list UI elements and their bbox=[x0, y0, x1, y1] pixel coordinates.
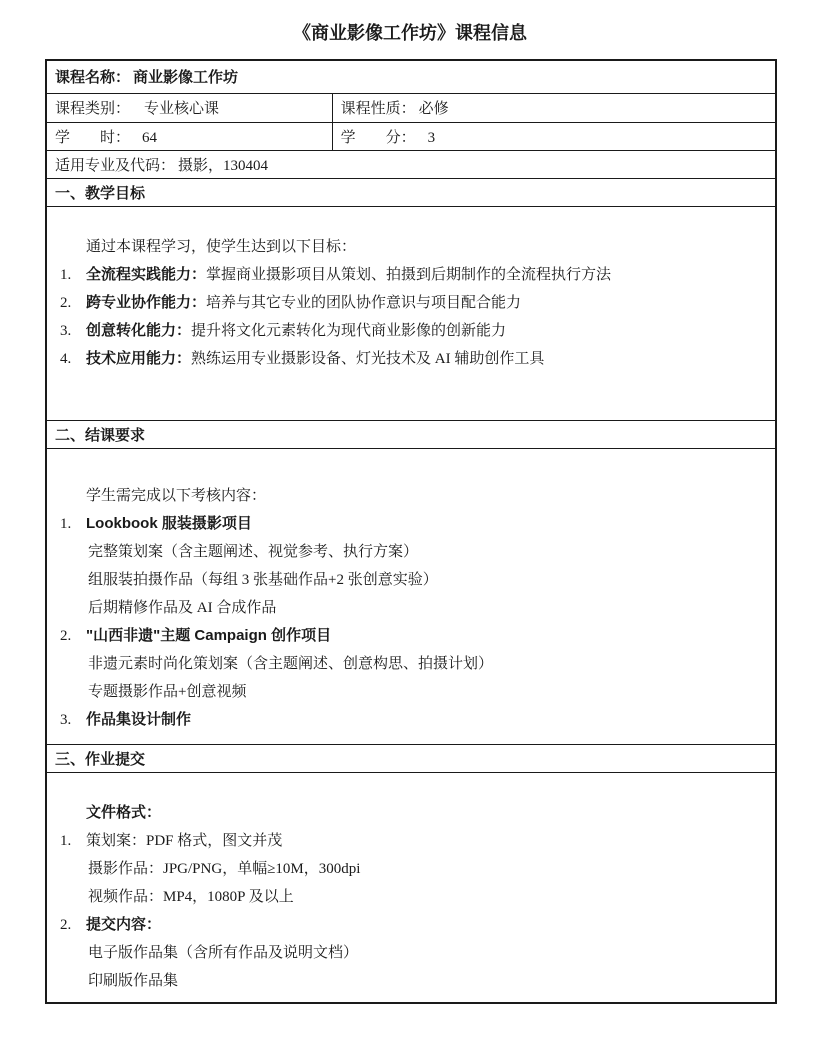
requirement-subitem: 完整策划案（含主题阐述、视觉参考、执行方案） bbox=[88, 543, 419, 560]
submission-lead: 策划案：PDF 格式，图文并茂 bbox=[86, 832, 283, 849]
section3-intro: 文件格式： bbox=[86, 803, 162, 821]
course-nature-value: 必修 bbox=[418, 101, 449, 117]
section1-content bbox=[46, 206, 776, 420]
objective-desc: 培养与其它专业的团队协作意识与项目配合能力 bbox=[206, 294, 522, 311]
objective-term: 创意转化能力： bbox=[86, 321, 192, 339]
objective-item bbox=[55, 261, 765, 289]
course-hours-label: 学 时： bbox=[55, 129, 131, 146]
item-text bbox=[86, 261, 765, 289]
section3-content bbox=[46, 772, 776, 1003]
requirement-item bbox=[55, 510, 765, 538]
course-name-value: 商业影像工作坊 bbox=[133, 69, 239, 87]
course-hours-value: 64 bbox=[142, 129, 158, 146]
course-info-table bbox=[45, 59, 777, 1004]
row-section3-content bbox=[46, 772, 776, 1003]
objective-item bbox=[55, 345, 765, 373]
section2-heading: 二、结课要求 bbox=[46, 420, 776, 448]
row-section1-content bbox=[46, 206, 776, 420]
item-number: 2. bbox=[60, 916, 72, 933]
objective-term: 全流程实践能力： bbox=[86, 265, 207, 283]
objective-term: 技术应用能力： bbox=[86, 349, 192, 367]
item-number: 1. bbox=[60, 832, 72, 849]
major-code-cell bbox=[46, 150, 776, 178]
submission-subitem: 印刷版作品集 bbox=[88, 972, 179, 989]
requirement-title: Lookbook 服装摄影项目 bbox=[86, 514, 252, 532]
submission-item bbox=[55, 827, 765, 855]
course-category-label: 课程类别： bbox=[55, 101, 131, 117]
submission-item bbox=[55, 911, 765, 939]
objective-term: 跨专业协作能力： bbox=[86, 293, 207, 311]
item-number: 3. bbox=[60, 322, 72, 339]
item-number: 4. bbox=[60, 350, 72, 367]
row-category-nature bbox=[46, 93, 776, 122]
requirement-item bbox=[55, 706, 765, 734]
objective-item bbox=[55, 289, 765, 317]
section1-intro: 通过本课程学习，使学生达到以下目标： bbox=[86, 238, 357, 255]
row-hours-credits bbox=[46, 122, 776, 150]
row-section2-content bbox=[46, 448, 776, 744]
objective-item bbox=[55, 317, 765, 345]
section1-heading: 一、教学目标 bbox=[46, 178, 776, 206]
course-hours-cell bbox=[46, 122, 332, 150]
course-nature-cell bbox=[332, 93, 776, 122]
submission-lead: 提交内容： bbox=[86, 915, 162, 933]
course-credits-label: 学 分： bbox=[340, 129, 416, 146]
course-credits-value: 3 bbox=[427, 129, 436, 146]
requirement-subitem: 非遗元素时尚化策划案（含主题阐述、创意构思、拍摄计划） bbox=[88, 655, 494, 672]
section3-heading: 三、作业提交 bbox=[46, 744, 776, 772]
page-title: 《商业影像工作坊》课程信息 bbox=[293, 23, 527, 43]
item-number: 2. bbox=[60, 294, 72, 311]
course-nature-label: 课程性质： bbox=[340, 101, 416, 117]
submission-subitem: 视频作品：MP4，1080P 及以上 bbox=[88, 888, 294, 905]
course-name-label: 课程名称： bbox=[55, 69, 131, 87]
requirement-subitem: 专题摄影作品+创意视频 bbox=[88, 683, 247, 700]
course-name-cell bbox=[46, 60, 776, 93]
item-text bbox=[86, 289, 765, 317]
item-number: 2. bbox=[60, 627, 72, 644]
requirement-subitem: 组服装拍摄作品（每组 3 张基础作品+2 张创意实验） bbox=[88, 571, 438, 588]
row-course-name bbox=[46, 60, 776, 93]
course-category-value: 专业核心课 bbox=[144, 101, 220, 117]
submission-subitem: 电子版作品集（含所有作品及说明文档） bbox=[88, 944, 359, 961]
item-number: 1. bbox=[60, 266, 72, 283]
item-number: 1. bbox=[60, 515, 72, 532]
requirement-item bbox=[55, 622, 765, 650]
row-major-code bbox=[46, 150, 776, 178]
requirement-subitem: 后期精修作品及 AI 合成作品 bbox=[88, 599, 277, 616]
row-section1-heading bbox=[46, 178, 776, 206]
objective-desc: 掌握商业摄影项目从策划、拍摄到后期制作的全流程执行方法 bbox=[206, 266, 612, 283]
objective-desc: 提升将文化元素转化为现代商业影像的创新能力 bbox=[191, 322, 507, 339]
item-number: 3. bbox=[60, 711, 72, 728]
course-category-cell bbox=[46, 93, 332, 122]
section2-content bbox=[46, 448, 776, 744]
course-credits-cell bbox=[332, 122, 776, 150]
objective-desc: 熟练运用专业摄影设备、灯光技术及 AI 辅助创作工具 bbox=[191, 350, 545, 367]
row-section3-heading bbox=[46, 744, 776, 772]
major-code-label: 适用专业及代码： bbox=[55, 157, 176, 174]
requirement-title: 作品集设计制作 bbox=[86, 710, 192, 728]
item-text bbox=[86, 345, 765, 373]
section2-intro: 学生需完成以下考核内容： bbox=[86, 487, 267, 504]
item-text bbox=[86, 317, 765, 345]
row-section2-heading bbox=[46, 420, 776, 448]
submission-subitem: 摄影作品：JPG/PNG，单幅≥10M，300dpi bbox=[88, 860, 361, 877]
requirement-title: "山西非遗"主题 Campaign 创作项目 bbox=[86, 626, 332, 644]
major-code-value: 摄影，130404 bbox=[178, 157, 269, 174]
